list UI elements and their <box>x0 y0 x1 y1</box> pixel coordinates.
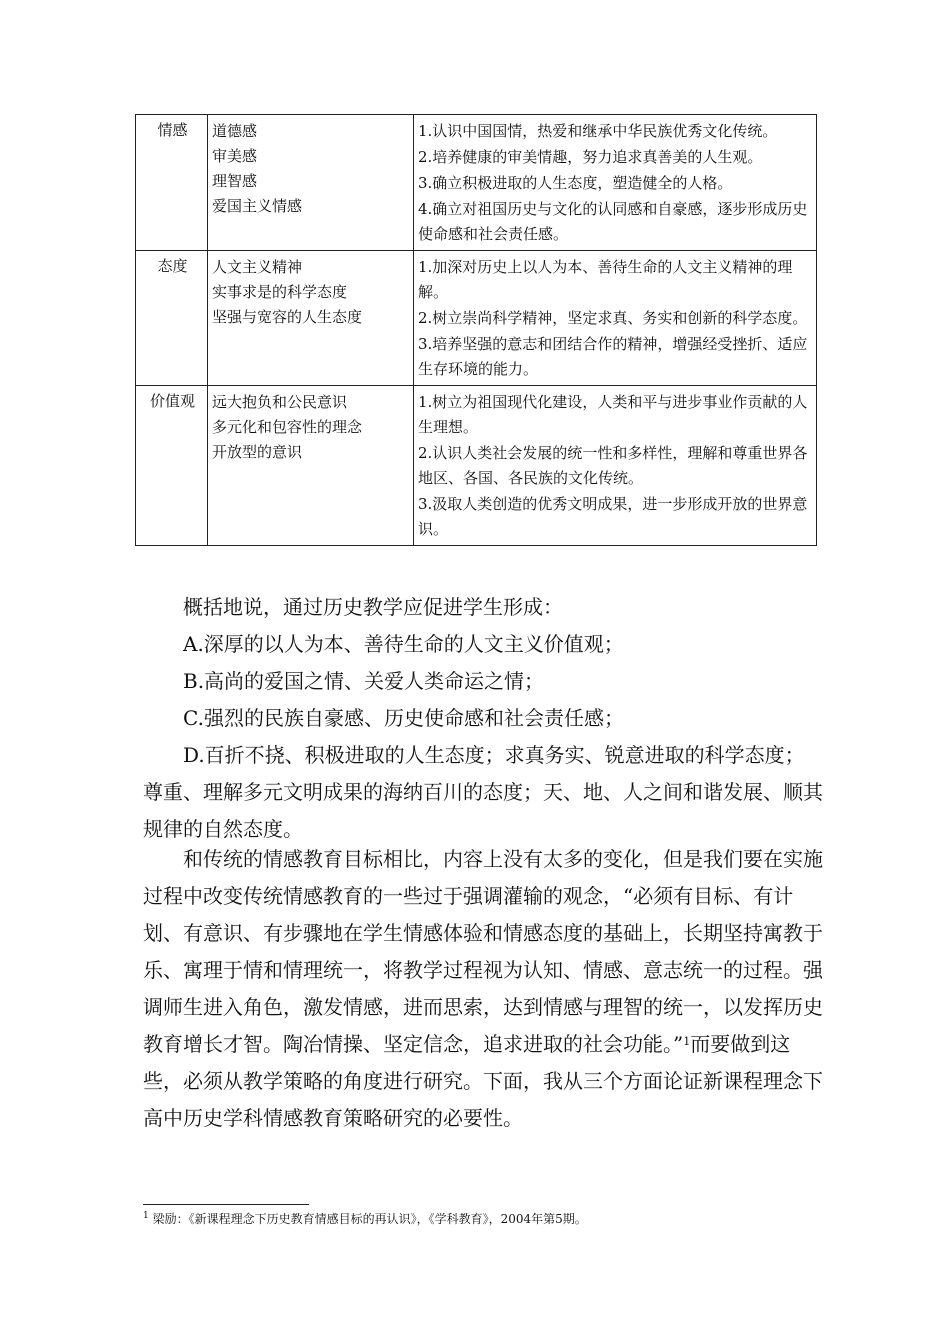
footnote-marker: 1 <box>143 1211 149 1221</box>
footnote-divider <box>143 1204 309 1205</box>
objective-item: 1.认识中国国情，热爱和继承中华民族优秀文化传统。 <box>418 122 778 140</box>
body-section <box>143 841 823 1137</box>
dimensions-cell <box>208 251 414 386</box>
objectives-cell <box>414 251 817 386</box>
objectives-table <box>135 114 817 546</box>
category-cell: 态度 <box>136 251 208 386</box>
footnote-reference: 1 <box>683 1035 691 1048</box>
summary-item-b: B.高尚的爱国之情、关爱人类命运之情； <box>183 669 545 693</box>
objectives-cell <box>414 386 817 546</box>
dimension-item: 理智感 <box>212 172 258 190</box>
footnote-text: 梁励：《新课程理念下历史教育情感目标的再认识》，《学科教育》，2004年第5期。 <box>152 1212 587 1226</box>
summary-intro: 概括地说，通过历史教学应促进学生形成： <box>183 595 563 619</box>
dimensions-cell <box>208 115 414 251</box>
dimension-item: 实事求是的科学态度 <box>212 283 348 301</box>
dimension-item: 人文主义精神 <box>212 258 303 276</box>
objective-item: 1.加深对历史上以人为本、善待生命的人文主义精神的理解。 <box>418 258 793 301</box>
dimension-item: 审美感 <box>212 147 258 165</box>
dimension-item: 多元化和包容性的理念 <box>212 418 363 436</box>
body-paragraph <box>143 841 823 1137</box>
objective-item: 3.培养坚强的意志和团结合作的精神，增强经受挫折、适应生存环境的能力。 <box>418 335 808 378</box>
objective-item: 4.确立对祖国历史与文化的认同感和自豪感，逐步形成历史使命感和社会责任感。 <box>418 200 808 243</box>
dimension-item: 开放型的意识 <box>212 443 303 461</box>
summary-item-a: A.深厚的以人为本、善待生命的人文主义价值观； <box>183 632 624 656</box>
objectives-cell <box>414 115 817 251</box>
category-cell: 情感 <box>136 115 208 251</box>
dimension-item: 坚强与宽容的人生态度 <box>212 308 363 326</box>
footnote <box>143 1210 587 1227</box>
objective-item: 2.树立崇尚科学精神，坚定求真、务实和创新的科学态度。 <box>418 309 808 327</box>
dimensions-cell <box>208 386 414 546</box>
summary-item-c: C.强烈的民族自豪感、历史使命感和社会责任感； <box>183 706 624 730</box>
summary-item-d: D.百折不挠、积极进取的人生态度；求真务实、锐意进取的科学态度；尊重、理解多元文明成果的海纳百川的态度；天、地、人之间和谐发展、顺其规律的自然态度。 <box>143 743 823 841</box>
table-row <box>136 115 817 251</box>
objective-item: 3.汲取人类创造的优秀文明成果，进一步形成开放的世界意识。 <box>418 495 808 538</box>
body-text-part2: 而要做到这些，必须从教学策略的角度进行研究。下面，我从三个方面论证新课程理念下高中历史学科情感教育策略研究的必要性。 <box>143 1032 823 1130</box>
dimension-item: 远大抱负和公民意识 <box>212 393 348 411</box>
objective-item: 3.确立积极进取的人生态度，塑造健全的人格。 <box>418 174 733 192</box>
category-cell: 价值观 <box>136 386 208 546</box>
objective-item: 2.培养健康的审美情趣，努力追求真善美的人生观。 <box>418 148 763 166</box>
dimension-item: 爱国主义情感 <box>212 197 303 215</box>
objective-item: 1.树立为祖国现代化建设，人类和平与进步事业作贡献的人生理想。 <box>418 393 808 436</box>
table-row <box>136 251 817 386</box>
body-text-part1: 和传统的情感教育目标相比，内容上没有太多的变化，但是我们要在实施过程中改变传统情感教育的一些过于强调灌输的观念，“必须有目标、有计划、有意识、有步骤地在学生情感体验和情感态度的基础上，长期坚持寓教于乐、寓理于情和情理统一，将教学过程视为认知、情感、意志统一的过程。强调师生进入角色，激发情感，进而思索，达到情感与理智的统一，以发挥历史教育增长才智。陶冶情操、坚定信念，追求进取的社会功能。” <box>143 847 823 1056</box>
table-row <box>136 386 817 546</box>
summary-section <box>143 589 823 848</box>
objective-item: 2.认识人类社会发展的统一性和多样性，理解和尊重世界各地区、各国、各民族的文化传统。 <box>418 444 808 487</box>
dimension-item: 道德感 <box>212 122 258 140</box>
